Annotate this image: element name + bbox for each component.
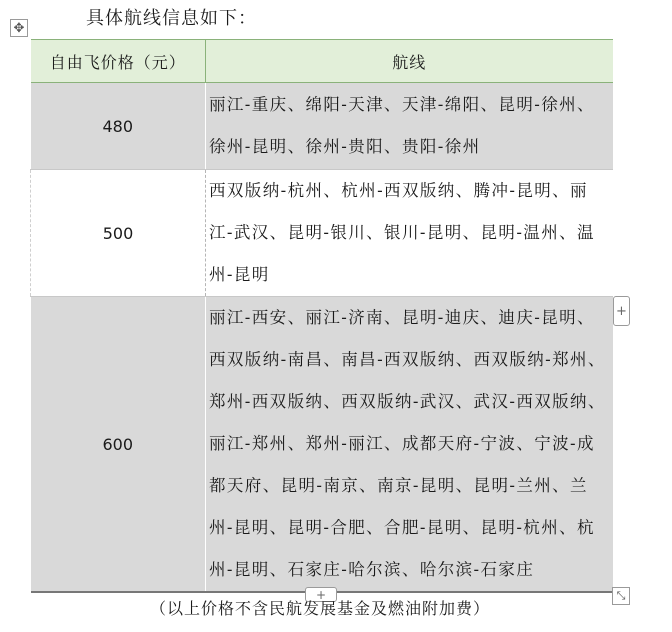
routes-cell[interactable]: 丽江-西安、丽江-济南、昆明-迪庆、迪庆-昆明、西双版纳-南昌、南昌-西双版纳、西双版纳-郑州、郑州-西双版纳、西双版纳-武汉、武汉-西双版纳、丽江-郑州、郑州-丽江、成都天府-宁波、宁波-成都天府、昆明-南京、南京-昆明、昆明-兰州、兰州-昆明、昆明-合肥、合肥-昆明、昆明-杭州、杭州-昆明、石家庄-哈尔滨、哈尔滨-石家庄: [206, 297, 613, 593]
header-route: 航线: [206, 40, 613, 83]
price-cell[interactable]: 480: [31, 83, 206, 170]
table-row: [31, 170, 613, 297]
route-price-table: [30, 39, 613, 593]
add-column-button[interactable]: +: [613, 296, 630, 326]
footnote-text: （以上价格不含民航发展基金及燃油附加费）: [150, 599, 491, 618]
table-row: [31, 83, 613, 170]
routes-cell[interactable]: 丽江-重庆、绵阳-天津、天津-绵阳、昆明-徐州、徐州-昆明、徐州-贵阳、贵阳-徐州: [206, 83, 613, 170]
routes-cell[interactable]: 西双版纳-杭州、杭州-西双版纳、腾冲-昆明、丽江-武汉、昆明-银川、银川-昆明、昆明-温州、温州-昆明: [206, 170, 613, 297]
price-cell[interactable]: 600: [31, 297, 206, 593]
table-resize-handle-icon[interactable]: ⤡: [612, 587, 630, 605]
table-row: [31, 297, 613, 593]
table-header-row: [31, 40, 613, 83]
add-row-button[interactable]: +: [305, 587, 337, 602]
price-cell[interactable]: 500: [31, 170, 206, 297]
table-move-handle-icon[interactable]: ✥: [10, 19, 28, 37]
intro-text: 具体航线信息如下：: [86, 8, 257, 29]
header-price: 自由飞价格（元）: [31, 40, 206, 83]
